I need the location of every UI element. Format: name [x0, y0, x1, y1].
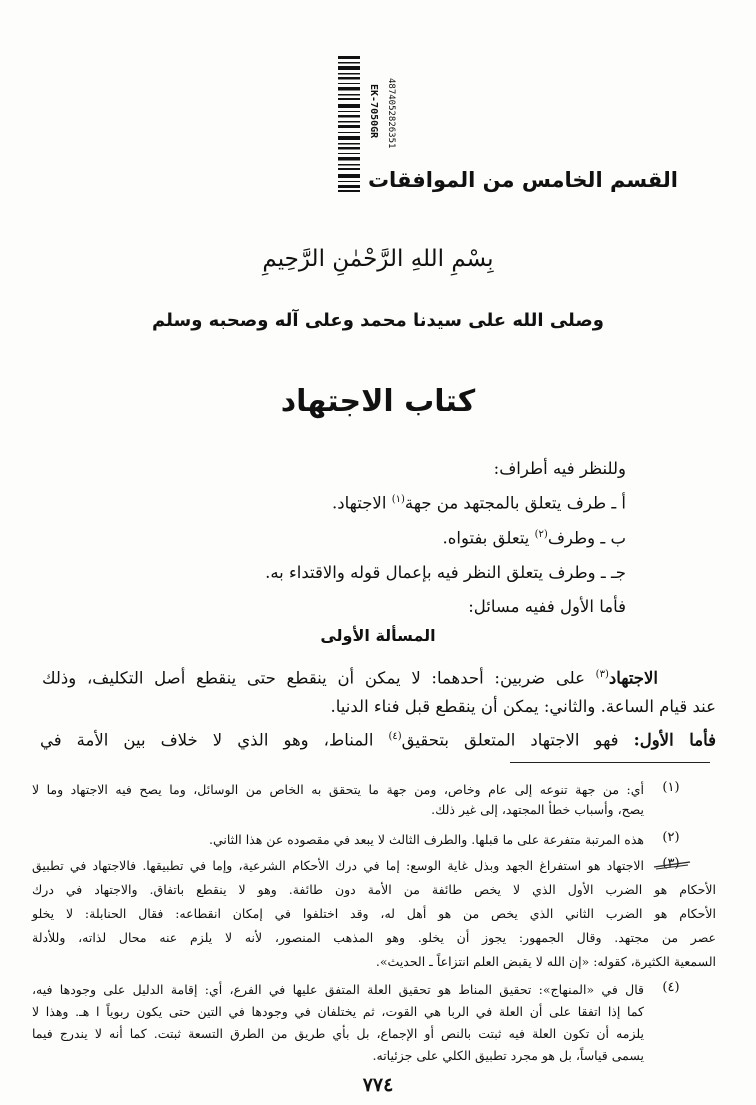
item-b	[442, 524, 626, 550]
handwritten-strike-mark	[652, 858, 692, 872]
footnote-3-line-2: الأحكام هو الضرب الأول الذي لا يخص طائفة من الأمة دون طائفة. وهو لا ينقطع باتفاق. والاجتهاد في درك	[32, 882, 716, 897]
footnote-ref-2[interactable]: (٢)	[534, 529, 548, 540]
footnote-4-line-2: كما إذا اتفقا على أن العلة في الربا هي القوت، ثم يختلفان في وجودها في التين حتى يكون ربوياً ا هـ. وهذا لا	[32, 1004, 644, 1019]
footnote-4-line-4: يسمى قياساً، بل هو مجرد تطبيق الكلي على جزئياته.	[372, 1048, 644, 1063]
item-c: جـ ـ وطرف يتعلق النظر فيه بإعمال قوله والاقتداء به.	[265, 563, 626, 582]
term-ijtihad: الاجتهاد	[608, 668, 658, 688]
footnote-divider	[510, 762, 710, 763]
footnote-3-line-1: الاجتهاد هو استفراغ الجهد وبذل غاية الوسع: إما في درك الأحكام الشرعية، وإما في تطبيقها. فالاجتهاد في تطبيق	[32, 858, 644, 873]
footnote-1-line-2: يصح، وأسباب خطأ المجتهد، إلى غير ذلك.	[431, 802, 644, 817]
footnote-1-line-1: أي: من جهة تنوعه إلى عام وخاص، ومن جهة ما يتحقق به الخاص من الوسائل، وما يصح فيه الاجتهاد وما لا	[32, 782, 644, 797]
item-a-text-end: الاجتهاد.	[332, 493, 387, 513]
barcode-code: EK-7050GR	[368, 84, 379, 139]
footnote-number-1: (١)	[662, 780, 680, 795]
footnote-4-line-1: قال في «المنهاج»: تحقيق المناط هو تحقيق العلة المتفق عليها في الفرع، أي: إقامة الدليل على وجودها فيه،	[32, 982, 644, 997]
paragraph-line-1-text: على ضربين: أحدهما: لا يمكن أن ينقطع حتى ينقطع أصل التكليف، وذلك	[42, 668, 585, 688]
footnote-ref-4[interactable]: (٤)	[388, 731, 402, 742]
item-b-text-end: يتعلق بفتواه.	[442, 528, 530, 548]
section-title: القسم الخامس من الموافقات	[367, 168, 678, 192]
footnote-number-2: (٢)	[662, 830, 680, 845]
item-b-text: ب ـ وطرف	[547, 528, 626, 548]
item-a-text: أ ـ طرف يتعلق بالمجتهد من جهة	[404, 493, 626, 513]
footnote-3-line-4: عصر من مجتهد. وقال الجمهور: يجوز أن يخلو. وهو المذهب المنصور، لأنه لا يلزم عنه محال لذاته، وللأدلة	[32, 930, 716, 945]
paragraph-line-2: عند قيام الساعة. والثاني: يمكن أن ينقطع قبل فناء الدنيا.	[330, 697, 716, 716]
footnote-ref-3[interactable]: (٣)	[595, 669, 609, 680]
footnote-number-4: (٤)	[662, 980, 680, 995]
term-first: فأما الأول:	[633, 730, 716, 750]
paragraph-line-1	[42, 664, 658, 690]
first-part-line: فأما الأول ففيه مسائل:	[468, 597, 626, 616]
barcode-number: 4874052826351	[386, 78, 396, 149]
footnote-number-3: (٣)	[662, 856, 680, 871]
basmala: بِسْمِ اللهِ الرَّحْمٰنِ الرَّحِيمِ	[262, 246, 494, 272]
paragraph-line-3-text-a: فهو الاجتهاد المتعلق بتحقيق	[401, 730, 619, 750]
salutation: وصلى الله على سيدنا محمد وعلى آله وصحبه وسلم	[152, 310, 604, 331]
issue-title: المسألة الأولى	[320, 626, 436, 645]
footnote-2-line-1: هذه المرتبة متفرعة على ما قبلها. والطرف الثالث لا يبعد في مقصوده عن هذا الثاني.	[209, 832, 644, 847]
barcode-icon	[338, 54, 360, 194]
footnote-ref-1[interactable]: (١)	[391, 494, 405, 505]
book-title: كتاب الاجتهاد	[280, 384, 476, 419]
paragraph-line-3-text-b: المناط، وهو الذي لا خلاف بين الأمة في	[40, 730, 374, 750]
intro-line: وللنظر فيه أطراف:	[493, 459, 626, 478]
paragraph-line-3	[40, 726, 716, 752]
item-a	[332, 489, 626, 515]
footnote-3-line-3: الأحكام هو الضرب الثاني الذي يخص من هو أهل له، وقد اختلفوا في إمكان انقطاعه: فقال الحنابلة: لا يخلو	[32, 906, 716, 921]
footnote-3-line-5: السمعية الكثيرة، كقوله: «إن الله لا يقبض العلم انتزاعاً ـ الحديث».	[375, 954, 716, 969]
footnote-4-line-3: يلزمه أن تكون العلة فيه ثبتت بالنص أو الإجماع، بل بأي طريق من الطرق التسعة ثبتت. كما أنه لا يندرج فيما	[32, 1026, 644, 1041]
page-number: ٧٧٤	[362, 1074, 394, 1096]
